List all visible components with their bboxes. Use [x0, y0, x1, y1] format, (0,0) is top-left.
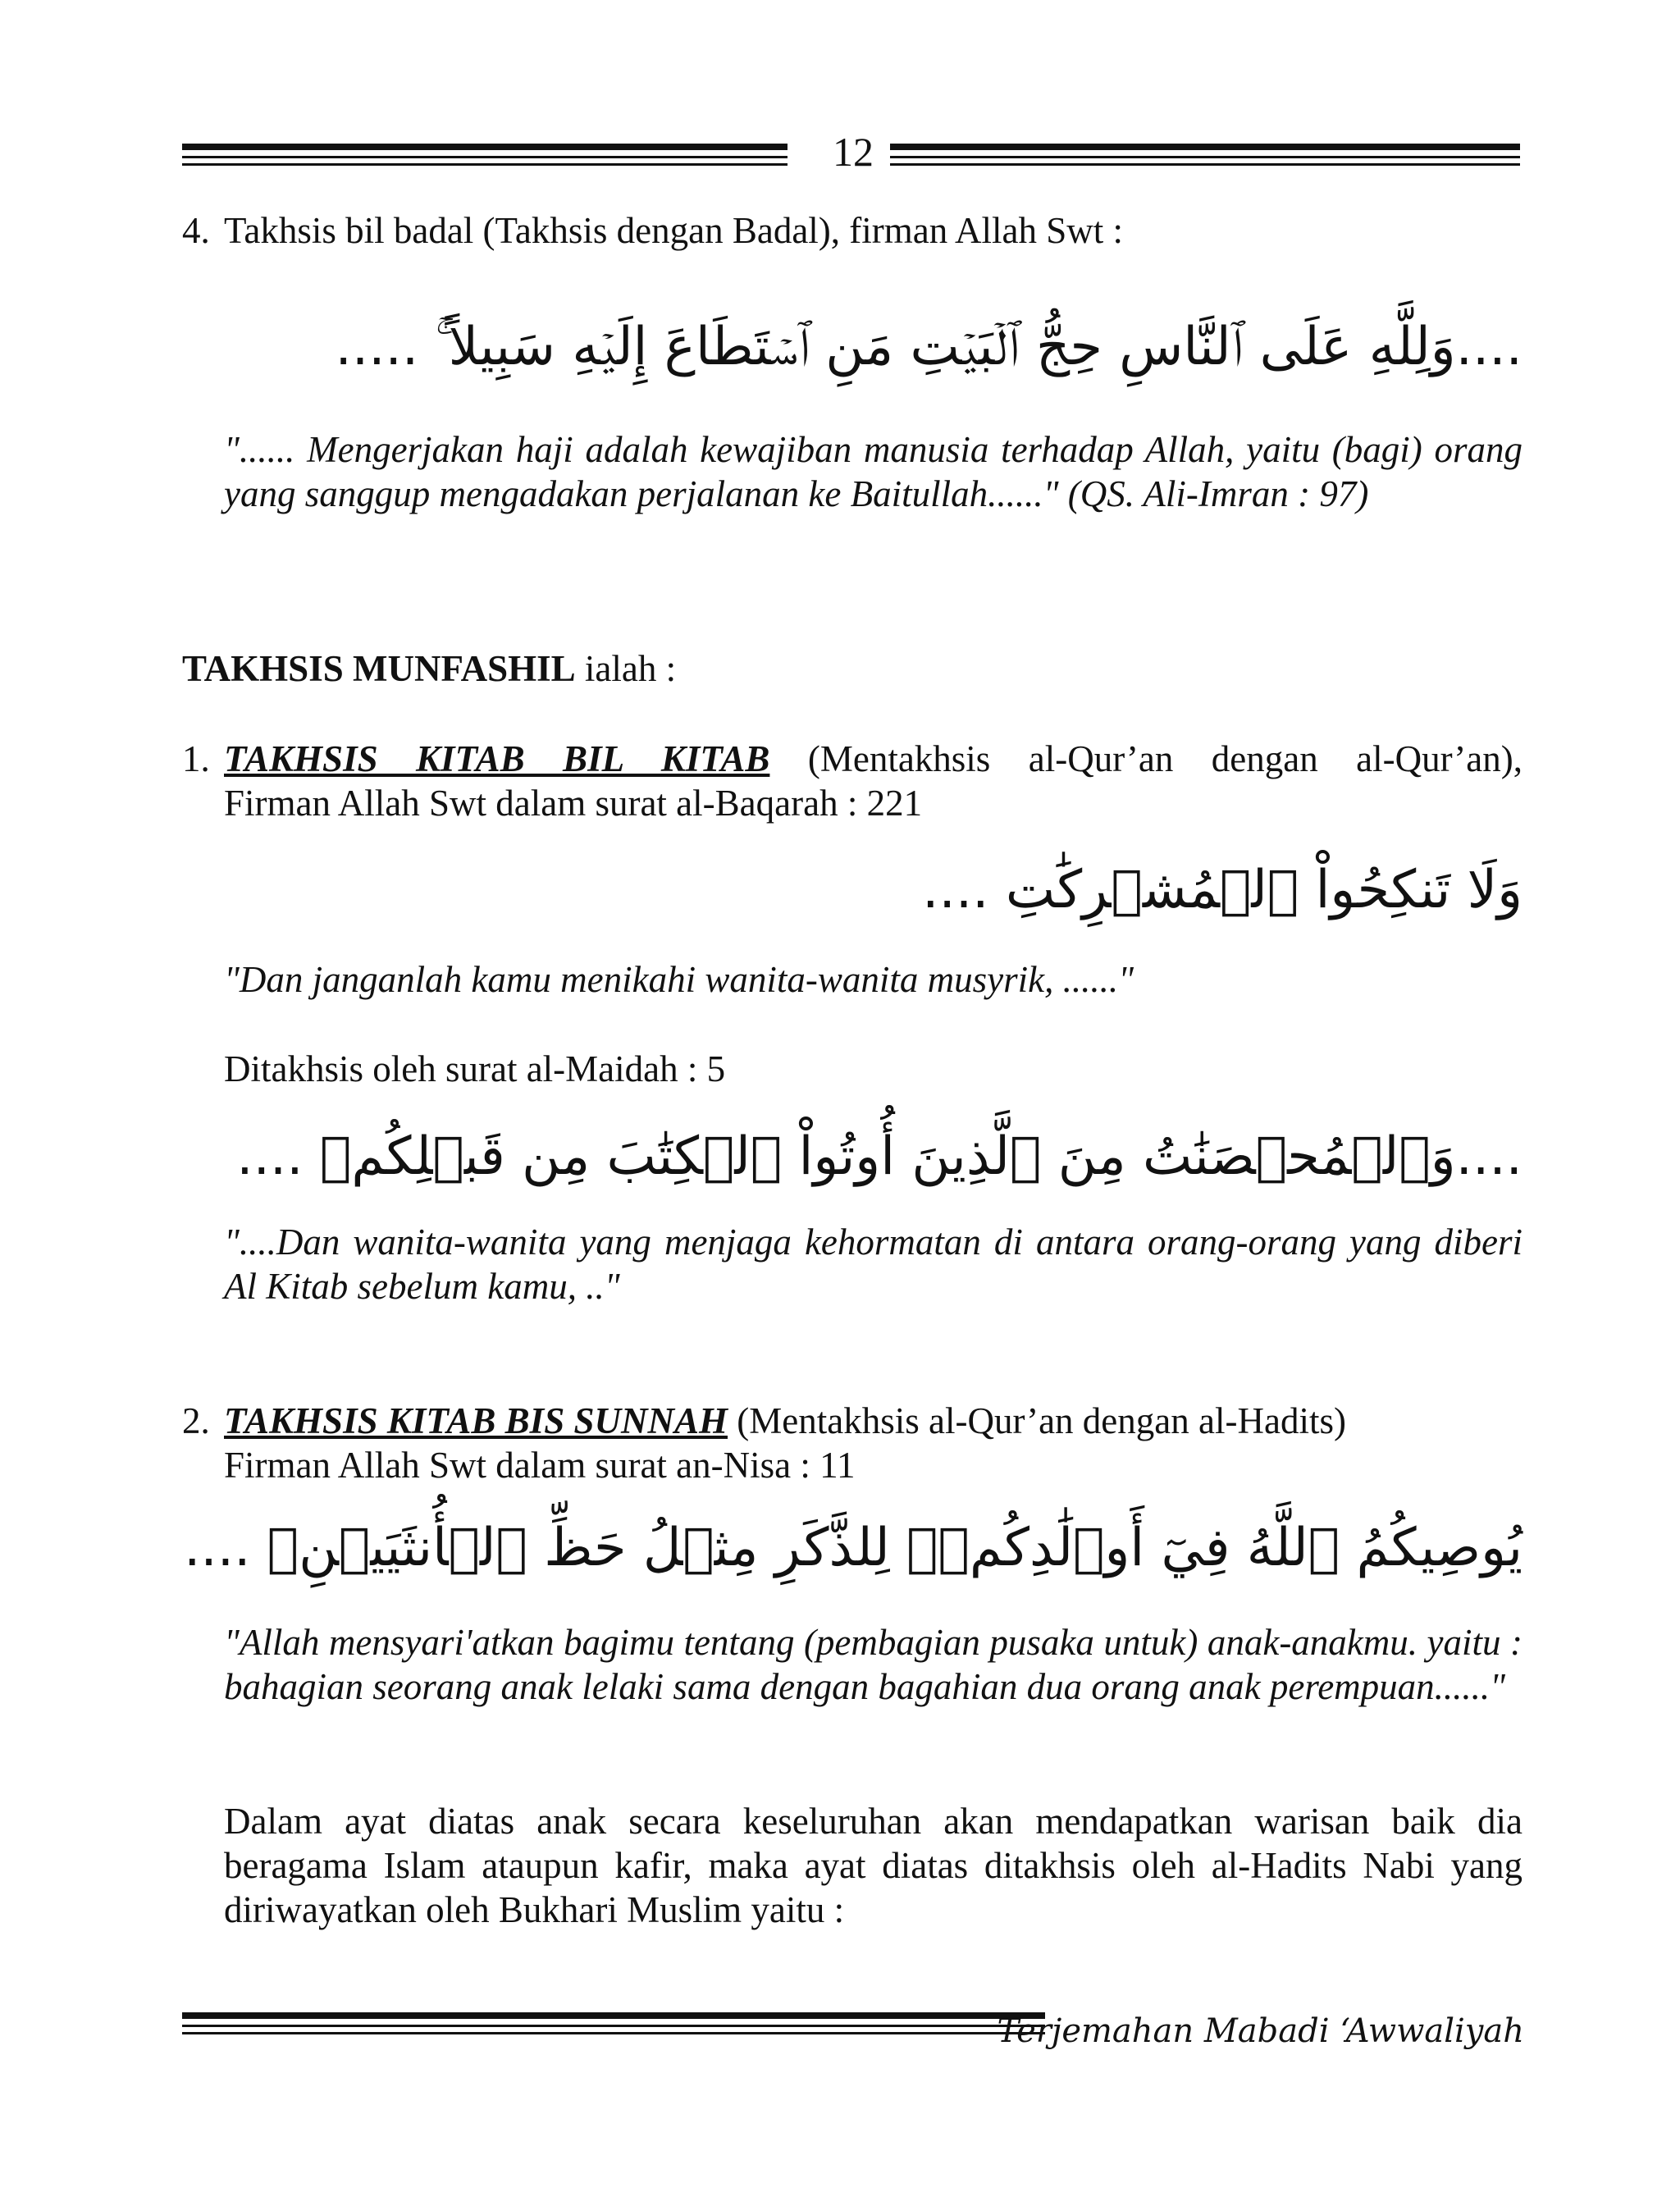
munfashil-heading-rest: ialah :	[575, 648, 677, 689]
item4-number: 4.	[182, 210, 210, 251]
item2-arabic-verse: يُوصِيكُمُ ٱللَّهُ فِيٓ أَوۡلَٰدِكُمۡۖ لِلذَّكَرِ مِثۡلُ حَظِّ ٱلۡأُنثَيَيۡنِۚ ....	[184, 1518, 1522, 1578]
page-number: 12	[833, 129, 874, 175]
munfashil-heading-bold: TAKHSIS MUNFASHIL	[182, 648, 576, 689]
item2-paragraph: Dalam ayat diatas anak secara keseluruhan akan mendapatkan warisan baik dia beragama Islam ataupun kafir, maka ayat diatas ditakhsis oleh al-Hadits Nabi yang diriwayatkan oleh Bukhari Muslim yaitu :	[224, 1801, 1522, 1930]
item1-line2: Firman Allah Swt dalam surat al-Baqarah : 221	[224, 783, 923, 824]
item1-translation-2: "....Dan wanita-wanita yang menjaga kehormatan di antara orang-orang yang diberi Al Kitab sebelum kamu, .."	[224, 1222, 1522, 1307]
item1-arabic-verse-1: وَلَا تَنكِحُواْ ٱلۡمُشۡرِكَٰتِ ....	[922, 860, 1522, 920]
item2-translation: "Allah mensyari'atkan bagimu tentang (pembagian pusaka untuk) anak-anakmu. yaitu : bahagian seorang anak lelaki sama dengan bagahian dua orang anak perempuan......"	[224, 1622, 1522, 1707]
item4-text: Takhsis bil badal (Takhsis dengan Badal), firman Allah Swt :	[224, 210, 1123, 251]
item4-translation: "...... Mengerjakan haji adalah kewajiban manusia terhadap Allah, yaitu (bagi) orang yang sanggup mengadakan perjalanan ke Baitullah......" (QS. Ali-Imran : 97)	[224, 429, 1522, 514]
item2-title-rest: (Mentakhsis al-Qur’an dengan al-Hadits)	[728, 1400, 1346, 1441]
item1-arabic-verse-2: ....وَٱلۡمُحۡصَنَٰتُ مِنَ ٱلَّذِينَ أُوتُواْ ٱلۡكِتَٰبَ مِن قَبۡلِكُمۡ ....	[236, 1126, 1522, 1187]
item1-title-rest: (Mentakhsis al-Qur’an dengan al-Qur’an),	[769, 738, 1522, 779]
footer-book-title: Terjemahan Mabadi ‘Awwaliyah	[997, 2012, 1524, 2050]
item2-number: 2.	[182, 1400, 210, 1441]
item1-title: TAKHSIS KITAB BIL KITAB	[224, 738, 770, 779]
item4-arabic-verse: ....وَلِلَّهِ عَلَى ٱلنَّاسِ حِجُّ ٱلۡبَيۡتِ مَنِ ٱسۡتَطَاعَ إِلَيۡهِ سَبِيلاً ۚ .....	[335, 317, 1522, 377]
item1-title-line	[224, 737, 1522, 781]
munfashil-heading	[182, 646, 676, 691]
item1-translation-1: "Dan janganlah kamu menikahi wanita-wanita musyrik, ......"	[224, 959, 1134, 1000]
item2-title-line	[224, 1399, 1346, 1443]
item1-number: 1.	[182, 738, 210, 779]
item2-line2: Firman Allah Swt dalam surat an-Nisa : 11	[224, 1445, 856, 1486]
item1-ditakhsis: Ditakhsis oleh surat al-Maidah : 5	[224, 1048, 726, 1089]
item2-title: TAKHSIS KITAB BIS SUNNAH	[224, 1400, 728, 1441]
